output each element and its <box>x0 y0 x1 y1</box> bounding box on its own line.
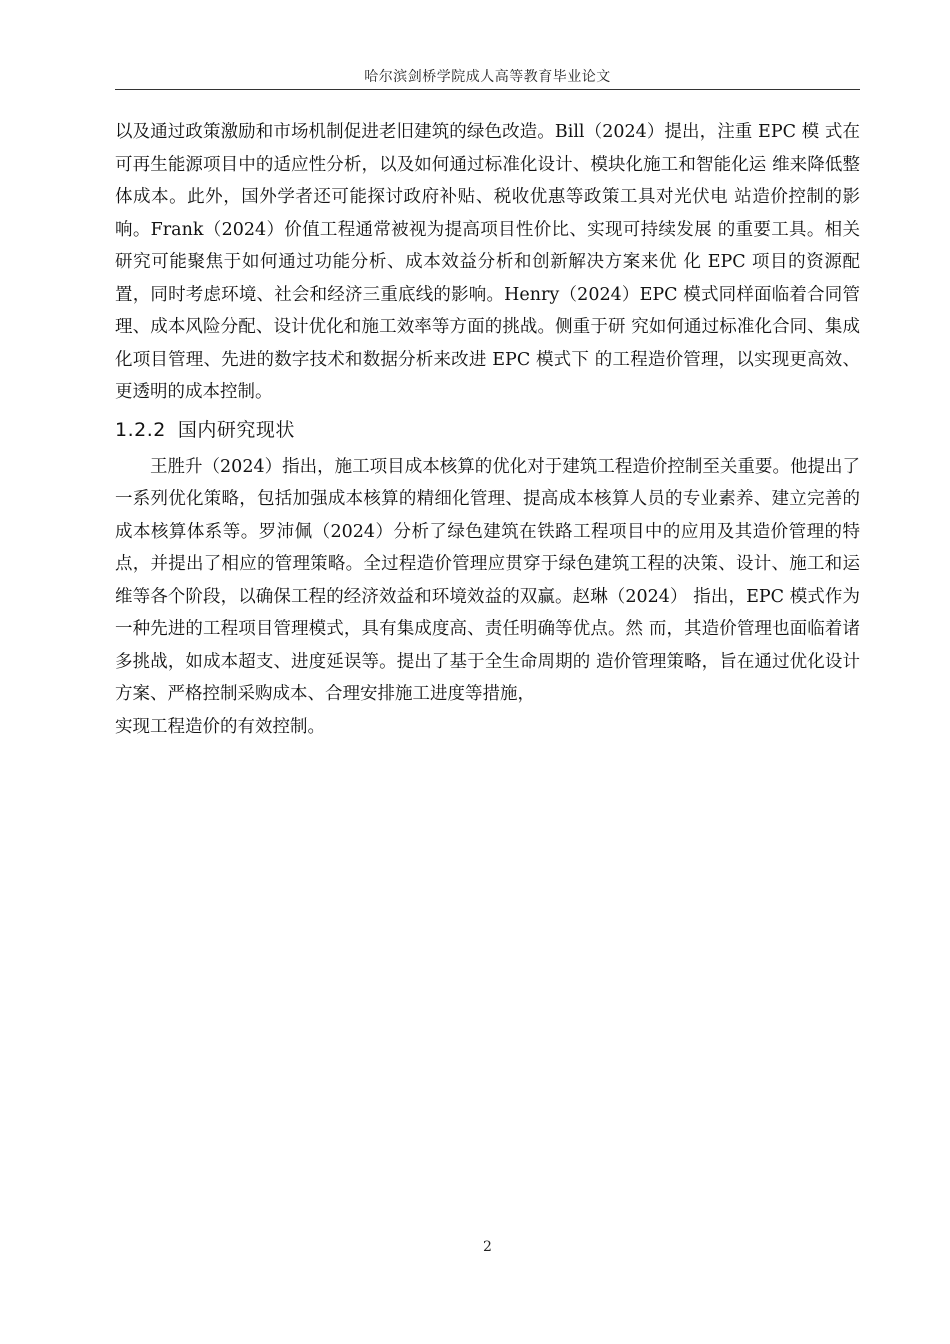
header-divider <box>115 89 860 90</box>
page-number: 2 <box>483 1239 492 1255</box>
body-paragraph-domestic-research: 王胜升（2024）指出，施工项目成本核算的优化对于建筑工程造价控制至关重要。他提出了一系列优化策略，包括加强成本核算的精细化管理、提高成本核算人员的专业素养、建立完善的成本核算体系等。罗沛佩（2024）分析了绿色建筑在铁路工程项目中的应用及其造价管理的特点，并提出了相应的管理策略。全过程造价管理应贯穿于绿色建筑工程的决策、设计、施工和运维等各个阶段，以确保工程的经济效益和环境效益的双赢。赵琳（2024） 指出，EPC 模式作为一种先进的工程项目管理模式，具有集成度高、责任明确等优点。然 而，其造价管理也面临着诸多挑战，如成本超支、进度延误等。提出了基于全生命周期的 造价管理策略，旨在通过优化设计方案、严格控制采购成本、合理安排施工进度等措施， <box>115 456 860 704</box>
page-header: 哈尔滨剑桥学院成人高等教育毕业论文 <box>364 69 611 85</box>
section-title: 国内研究现状 <box>177 418 295 441</box>
document-body <box>115 116 860 743</box>
section-number: 1.2.2 <box>115 418 166 441</box>
body-paragraph-intl-research: 以及通过政策激励和市场机制促进老旧建筑的绿色改造。Bill（2024）提出，注重 EPC 模 式在可再生能源项目中的适应性分析，以及如何通过标准化设计、模块化施工和智能化运 维来降低整体成本。此外，国外学者还可能探讨政府补贴、税收优惠等政策工具对光伏电 站造价控制的影响。Frank（2024）价值工程通常被视为提高项目性价比、实现可持续发展 的重要工具。相关研究可能聚焦于如何通过功能分析、成本效益分析和创新解决方案来优 化 EPC 项目的资源配置，同时考虑环境、社会和经济三重底线的影响。Henry（2024）EPC 模式同样面临着合同管理、成本风险分配、设计优化和施工效率等方面的挑战。侧重于研 究如何通过标准化合同、集成化项目管理、先进的数字技术和数据分析来改进 EPC 模式下 的工程造价管理，以实现更高效、更透明的成本控制。 <box>115 122 860 402</box>
body-paragraph-continuation: 实现工程造价的有效控制。 <box>115 716 325 737</box>
section-heading <box>115 412 860 448</box>
